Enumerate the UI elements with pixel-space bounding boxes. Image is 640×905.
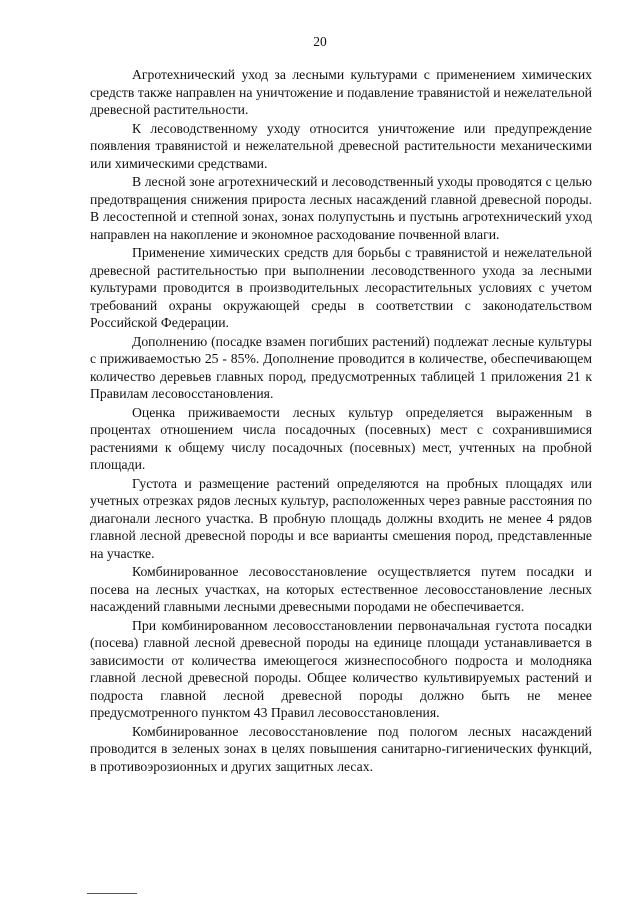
paragraph: Дополнению (посадке взамен погибших растений) подлежат лесные культуры с приживаемостью 25 - 85%. Дополнение проводится в количестве, обеспечивающем количество деревьев главных пород, предусмотренных таблицей 1 приложения 21 к Правилам лесовосстановления. [90,333,592,401]
page-number: 20 [313,34,327,49]
paragraph: Густота и размещение растений определяются на пробных площадях или учетных отрезках рядов лесных культур, расположенных через равные расстояния по диагонали лесного участка. В пробную площадь должны входить не менее 4 рядов главной лесной древесной породы и все варианты смешения пород, представленные на участке. [90,475,592,561]
paragraph: При комбинированном лесовосстановлении первоначальная густота посадки (посева) главной лесной древесной породы на единице площади устанавливается в зависимости от количества имеющегося жизнеспособного подроста и молодняка главной лесной древесной породы. Общее количество культивируемых растений и подроста главной лесной древесной породы должно быть не менее предусмотренного пунктом 43 Правил лесовосстановления. [90,617,592,720]
paragraph: Оценка приживаемости лесных культур определяется выраженным в процентах отношением числа посадочных (посевных) мест с сохранившимися растениями к общему числу посадочных (посевных) мест, учтенных на пробной площади. [90,404,592,472]
footnote-rule [87,893,137,894]
paragraph: Агротехнический уход за лесными культурами с применением химических средств также направлен на уничтожение и подавление травянистой и нежелательной древесной растительности. [90,67,592,117]
paragraph: Комбинированное лесовосстановление осуществляется путем посадки и посева на лесных участках, на которых естественное лесовосстановление лесных насаждений главными лесными древесными породами не обеспечивается. [90,564,592,614]
paragraph: К лесоводственному уходу относится уничтожение или предупреждение появления травянистой и нежелательной древесной растительности механическими или химическими средствами. [90,120,592,171]
paragraph: Применение химических средств для борьбы с травянистой и нежелательной древесной растительностью при выполнении лесоводственного ухода за лесными культурами проводится в производительных лесорастительных условиях с учетом требований охраны окружающей среды в соответствии с законодательством Российской Федерации. [90,245,592,330]
paragraph: В лесной зоне агротехнический и лесоводственный уходы проводятся с целью предотвращения снижения прироста лесных насаждений главной древесной породы. В лесостепной и степной зонах, зонах полупустынь и пустынь агротехнический уход направлен на накопление и экономное расходование почвенной влаги. [90,174,592,242]
paragraph: Комбинированное лесовосстановление под пологом лесных насаждений проводится в зеленых зонах в целях повышения санитарно-гигиенических функций, в противоэрозионных и других защитных лесах. [90,723,592,774]
document-body [90,66,592,776]
